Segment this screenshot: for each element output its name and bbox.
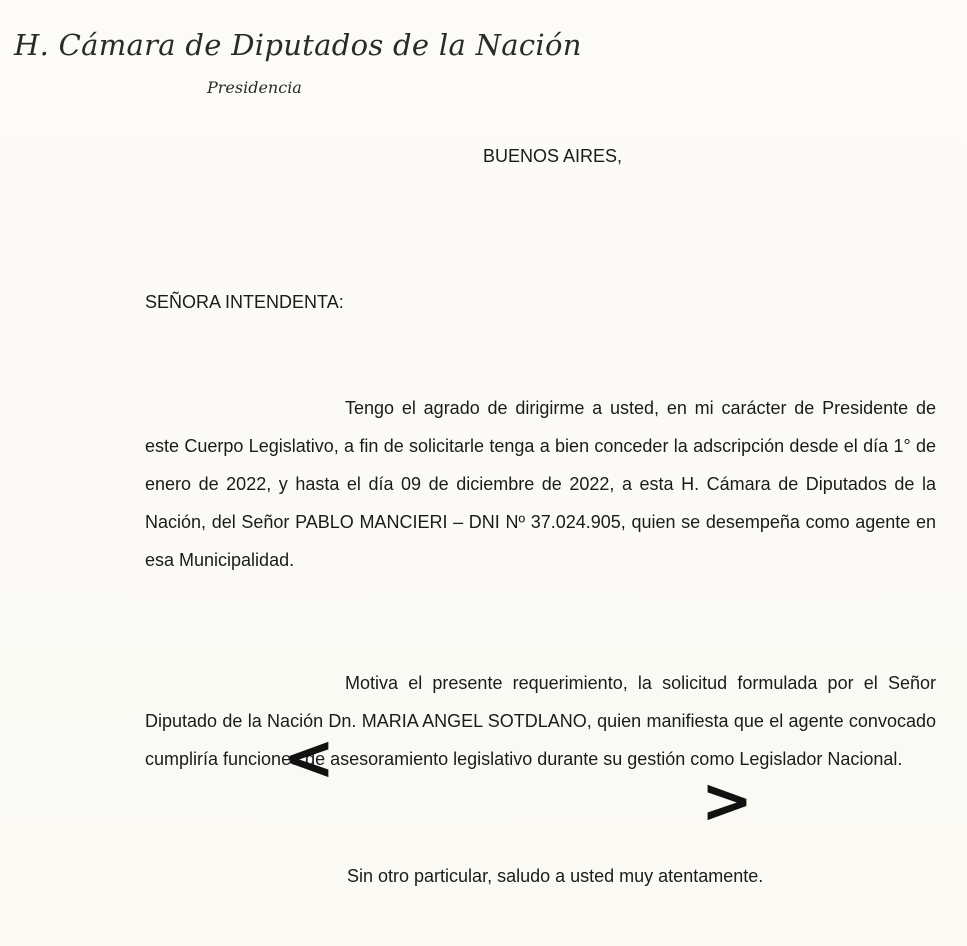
city-line: BUENOS AIRES, xyxy=(483,146,623,166)
letterhead-subtitle: Presidencia xyxy=(207,78,302,97)
paragraph-2 xyxy=(145,664,936,778)
paragraph-1-text: Tengo el agrado de dirigirme a usted, en mi carácter de Presidente de este Cuerpo Legislativo, a fin de solicitarle tenga a bien conceder la adscripción desde el día 1° de enero de 2022, y hasta el día 09 de diciembre de 2022, a esta H. Cámara de Diputados de la Nación, del Señor PABLO MANCIERI – DNI Nº 37.024.905, quien se desempeña como agente en esa Municipalidad. xyxy=(145,398,936,570)
paragraph-1 xyxy=(145,389,936,579)
right-angle-annotation: > xyxy=(701,764,753,837)
left-angle-annotation: < xyxy=(283,721,335,794)
paragraph-2-text: Motiva el presente requerimiento, la solicitud formulada por el Señor Diputado de la Nación Dn. MARIA ANGEL SOTDLANO, quien manifiesta que el agente convocado cumpliría funciones de asesoramiento legislativo durante su gestión como Legislador Nacional. xyxy=(145,673,936,769)
salutation: SEÑORA INTENDENTA: xyxy=(145,292,344,312)
letterhead-title: H. Cámara de Diputados de la Nación xyxy=(14,28,582,62)
closing-line: Sin otro particular, saludo a usted muy atentamente. xyxy=(347,866,764,886)
